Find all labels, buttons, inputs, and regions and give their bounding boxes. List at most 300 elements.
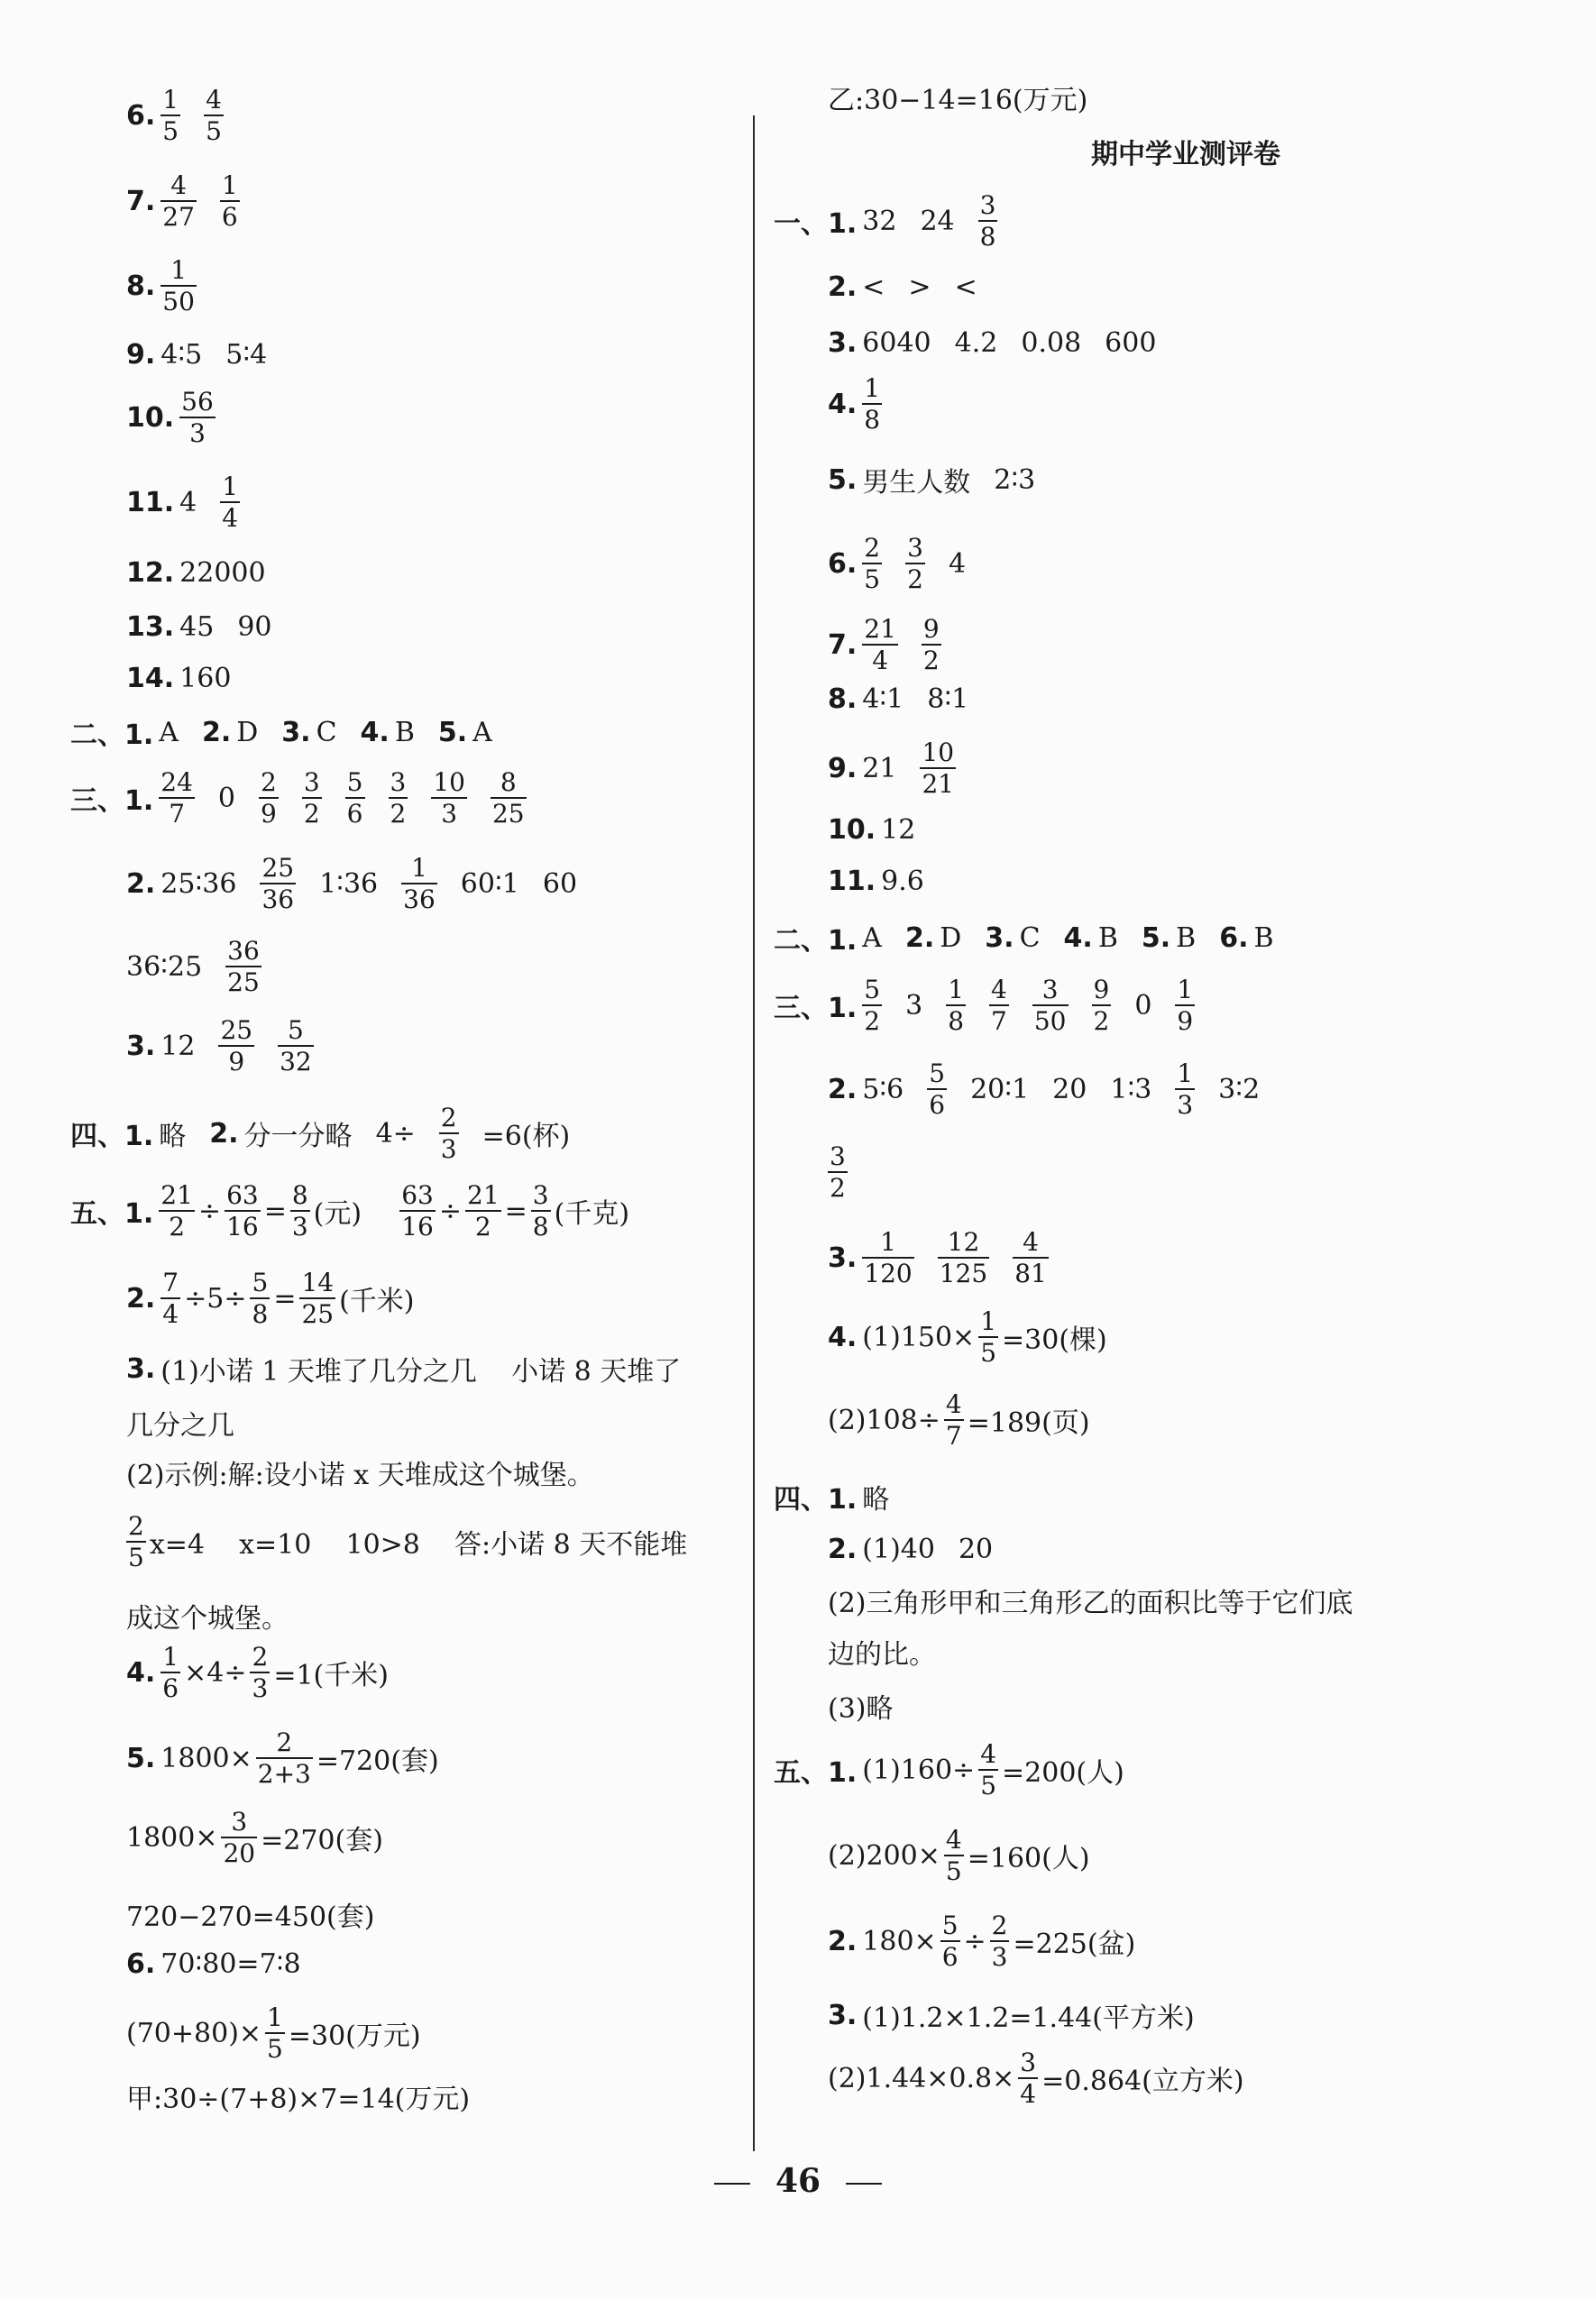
answer-text: B: [1097, 921, 1118, 954]
answer-text: 600: [1105, 326, 1157, 359]
fraction-numerator: 3: [830, 1141, 846, 1171]
fraction-denominator: 2+3: [257, 1759, 311, 1789]
fraction: [256, 1729, 313, 1788]
fraction: [159, 766, 195, 829]
answer-text: 略: [862, 1484, 890, 1516]
fraction: [250, 1641, 270, 1703]
answer-line: [126, 1722, 443, 1794]
fraction-numerator: 3: [1020, 2047, 1037, 2077]
fraction-denominator: 5: [162, 116, 179, 146]
item-number: 2.: [209, 1117, 239, 1150]
section-title-text: 期中学业测评卷: [1091, 139, 1280, 170]
fraction-denominator: 5: [980, 1338, 997, 1368]
item-number: 五、1.: [70, 1198, 154, 1230]
answer-line: [774, 902, 1274, 974]
answer-text: 22000: [179, 556, 266, 589]
fraction: [302, 766, 322, 829]
answer-text: (70+80)×: [126, 2017, 262, 2049]
fraction-numerator: 4: [945, 1388, 962, 1419]
answer-text: 0: [1134, 989, 1152, 1022]
answer-line: [828, 2042, 1248, 2114]
fraction: [1018, 2049, 1038, 2108]
answer-text: 甲:30÷(7+8)×7=14(万元): [126, 2084, 471, 2115]
fraction: [179, 386, 216, 448]
fraction-numerator: 63: [226, 1179, 259, 1210]
answer-text: 3: [905, 989, 923, 1022]
answer-text: 6040: [862, 326, 931, 359]
answer-text: 20: [958, 1533, 994, 1565]
answer-text: 2∶3: [994, 463, 1036, 496]
fraction-numerator: 8: [291, 1179, 308, 1210]
item-number: 4.: [126, 1656, 156, 1689]
fraction-denominator: 8: [252, 1299, 269, 1329]
fraction-denominator: 2: [864, 1006, 881, 1036]
answer-line: [126, 381, 216, 454]
item-number: 四、1.: [70, 1121, 154, 1152]
answer-text: =200(人): [1002, 1757, 1124, 1789]
page-number-dash-left: [714, 2183, 750, 2185]
answer-text: 25∶36: [161, 867, 237, 900]
fraction-numerator: 1: [170, 254, 188, 285]
answer-line: [828, 1384, 1094, 1456]
item-number: 2.: [828, 1073, 858, 1105]
fraction: [159, 1179, 195, 1242]
item-number: 3.: [828, 1999, 858, 2031]
answer-text: (1)1.2×1.2=1.44(平方米): [862, 2002, 1195, 2034]
fraction-denominator: 16: [401, 1212, 434, 1242]
item-number: 13.: [126, 610, 175, 643]
fraction-numerator: 1: [267, 2002, 283, 2032]
fraction: [531, 1179, 551, 1242]
answer-text: 9.6: [881, 865, 924, 897]
item-number: 7.: [828, 628, 858, 661]
fraction-denominator: 2: [830, 1173, 846, 1203]
item-number: 14.: [126, 662, 175, 694]
item-number: 7.: [126, 185, 156, 217]
fraction: [259, 766, 279, 829]
answer-line: [828, 527, 966, 600]
answer-text: x=4 x=10 10>8 答:小诺 8 天不能堆: [149, 1529, 688, 1561]
answer-text: 4.2: [954, 326, 998, 359]
answer-text: 36∶25: [126, 950, 203, 983]
fraction-denominator: 8: [979, 222, 996, 252]
fraction-numerator: 4: [1023, 1226, 1039, 1257]
answer-text: 乙:30−14=16(万元): [828, 85, 1088, 116]
fraction-numerator: 2: [440, 1102, 457, 1132]
fraction: [862, 1226, 913, 1288]
fraction-denominator: 32: [280, 1047, 312, 1077]
fraction-denominator: 120: [864, 1259, 913, 1288]
fraction: [126, 1510, 146, 1572]
fraction-numerator: 14: [301, 1267, 335, 1297]
fraction-denominator: 7: [991, 1006, 1007, 1036]
answer-text: =160(人): [967, 1843, 1090, 1874]
answer-text: >: [908, 270, 931, 303]
answer-line: [126, 1997, 425, 2069]
answer-text: 边的比。: [828, 1639, 936, 1671]
answer-text: B: [1253, 921, 1274, 954]
answer-text: 男生人数: [862, 467, 971, 499]
answer-text: 70∶80=7∶8: [161, 1947, 301, 1980]
fraction: [828, 1143, 848, 1202]
fraction-denominator: 20: [223, 1838, 256, 1868]
fraction-denominator: 50: [1033, 1006, 1067, 1036]
item-number: 3.: [126, 1030, 156, 1062]
answer-text: A: [159, 716, 179, 748]
fraction-denominator: 36: [261, 884, 295, 914]
item-number: 4.: [360, 716, 390, 748]
fraction: [989, 976, 1009, 1035]
fraction-numerator: 56: [181, 386, 214, 417]
answer-text: 1800×: [161, 1742, 252, 1774]
fraction-denominator: 4: [162, 1299, 179, 1329]
item-number: 5.: [828, 463, 858, 496]
answer-text: =270(套): [261, 1825, 383, 1856]
fraction-numerator: 21: [161, 1179, 193, 1210]
fraction: [225, 1179, 261, 1242]
fraction-denominator: 3: [991, 1942, 1008, 1972]
answer-line: [126, 848, 577, 920]
answer-text: (1)160÷: [862, 1754, 976, 1786]
fraction: [946, 976, 966, 1035]
fraction-numerator: 21: [864, 613, 896, 644]
fraction-denominator: 3: [291, 1212, 308, 1242]
answer-text: =189(页): [967, 1407, 1090, 1439]
fraction: [265, 2004, 285, 2063]
item-number: 6.: [1219, 921, 1249, 954]
fraction: [345, 766, 365, 829]
fraction-numerator: 2: [991, 1910, 1008, 1940]
answer-text: D: [236, 716, 259, 748]
answer-text: 12: [161, 1030, 196, 1062]
item-number: 9.: [828, 752, 858, 784]
fraction-denominator: 3: [440, 1134, 457, 1164]
fraction-numerator: 2: [261, 766, 277, 797]
fraction: [1092, 976, 1112, 1035]
answer-text: =30(棵): [1002, 1324, 1107, 1356]
fraction-numerator: 4: [170, 170, 188, 200]
item-number: 2.: [126, 1282, 156, 1315]
fraction-denominator: 8: [532, 1212, 549, 1242]
answer-line: [70, 1175, 633, 1247]
answer-line: [70, 762, 527, 834]
answer-text: =0.864(立方米): [1041, 2066, 1244, 2097]
answer-line: [126, 1436, 594, 1508]
answer-line: [126, 466, 240, 538]
item-number: 10.: [828, 813, 876, 846]
page-number: [0, 2162, 1596, 2200]
answer-text: 90: [237, 610, 272, 643]
fraction-numerator: 3: [303, 766, 320, 797]
answer-line: [828, 1819, 1094, 1892]
answer-line: [828, 1301, 1111, 1373]
item-number: 8.: [828, 683, 858, 715]
answer-text: (2)200×: [828, 1839, 940, 1872]
answer-line: [126, 2060, 470, 2132]
column-divider: [753, 115, 755, 2151]
fraction-numerator: 2: [864, 532, 881, 563]
fraction: [161, 84, 180, 146]
fraction-numerator: 5: [252, 1267, 269, 1297]
fraction-numerator: 1: [162, 1641, 179, 1672]
fraction: [978, 1738, 998, 1801]
answer-text: 21: [862, 752, 897, 784]
item-number: 3.: [126, 1352, 156, 1385]
fraction-denominator: 9: [261, 799, 277, 829]
answer-text: (元): [313, 1198, 397, 1230]
answer-line: [126, 1636, 392, 1709]
fraction-denominator: 125: [939, 1259, 988, 1288]
fraction-denominator: 3: [189, 418, 206, 448]
fraction-denominator: 8: [864, 405, 881, 435]
fraction-denominator: 2: [390, 799, 407, 829]
fraction-numerator: 2: [128, 1510, 144, 1541]
answer-text: (2)1.44×0.8×: [828, 2062, 1015, 2094]
fraction: [401, 852, 437, 914]
answer-text: 5∶4: [225, 338, 268, 371]
fraction-numerator: 1: [221, 170, 238, 200]
fraction-denominator: 4: [1020, 2079, 1037, 2109]
fraction-denominator: 4: [872, 646, 889, 675]
fraction-numerator: 1: [880, 1226, 896, 1257]
item-number: 10.: [126, 401, 175, 434]
answer-text: =: [504, 1195, 527, 1227]
answer-text: A: [472, 716, 492, 748]
answer-line: [828, 1670, 894, 1742]
item-number: 5.: [126, 1742, 156, 1774]
answer-text: A: [862, 921, 882, 954]
fraction-denominator: 5: [945, 1856, 962, 1886]
item-number: 3.: [985, 921, 1014, 954]
fraction-denominator: 2: [303, 799, 320, 829]
fraction: [862, 976, 882, 1035]
fraction-denominator: 3: [252, 1673, 269, 1703]
fraction-denominator: 2: [1093, 1006, 1110, 1036]
answer-text: (2)三角形甲和三角形乙的面积比等于它们底: [828, 1588, 1353, 1619]
answer-text: ×4÷: [184, 1656, 247, 1689]
fraction: [1175, 1060, 1195, 1119]
fraction: [1013, 1226, 1049, 1288]
item-number: 11.: [126, 486, 175, 518]
fraction: [990, 1912, 1010, 1971]
fraction-numerator: 4: [980, 1738, 997, 1769]
fraction: [225, 935, 261, 997]
fraction: [278, 1014, 314, 1077]
fraction-numerator: 10: [922, 737, 955, 767]
answer-line: [126, 1506, 691, 1578]
answer-line: [828, 368, 882, 440]
answer-text: (千米): [339, 1286, 415, 1317]
fraction: [260, 852, 296, 914]
fraction-denominator: 4: [222, 503, 239, 533]
answer-text: 3∶2: [1218, 1073, 1261, 1105]
fraction-numerator: 25: [220, 1014, 253, 1045]
fraction-numerator: 3: [1041, 974, 1059, 1004]
fraction-numerator: 24: [161, 766, 193, 797]
fraction-numerator: 1: [162, 84, 179, 115]
fraction-denominator: 9: [1177, 1006, 1194, 1036]
answer-text: 20∶1: [970, 1073, 1030, 1105]
answer-text: =1(千米): [273, 1660, 389, 1691]
answer-text: 4: [179, 486, 197, 518]
fraction-numerator: 1: [1177, 1058, 1194, 1088]
answer-text: ÷5÷: [184, 1282, 247, 1315]
fraction-numerator: 63: [401, 1179, 434, 1210]
item-number: 6.: [828, 547, 858, 580]
answer-text: C: [1019, 921, 1041, 954]
answer-text: 1800×: [126, 1821, 218, 1854]
answer-text: 成这个城堡。: [126, 1603, 289, 1635]
fraction-denominator: 5: [267, 2034, 283, 2064]
fraction: [978, 189, 998, 252]
fraction-denominator: 2: [907, 564, 923, 594]
item-number: 三、1.: [70, 785, 154, 817]
item-number: 2.: [126, 867, 156, 900]
answer-text: ÷: [438, 1195, 463, 1227]
fraction-numerator: 25: [261, 852, 295, 883]
answer-line: [774, 1734, 1128, 1806]
fraction: [465, 1179, 501, 1242]
item-number: 3.: [828, 1242, 858, 1274]
fraction: [938, 1226, 989, 1288]
item-number: 6.: [126, 1947, 156, 1980]
answer-text: =225(盆): [1013, 1929, 1136, 1960]
fraction-numerator: 12: [947, 1226, 980, 1257]
item-number: 4.: [828, 388, 858, 420]
fraction-numerator: 2: [276, 1727, 293, 1757]
answer-text: 720−270=450(套): [126, 1901, 375, 1933]
fraction: [220, 172, 240, 231]
answer-line: [828, 1222, 1049, 1294]
page-number-dash-right: [846, 2183, 882, 2185]
item-number: 8.: [126, 270, 156, 302]
fraction-numerator: 3: [390, 766, 407, 797]
item-number: 12.: [126, 556, 175, 589]
fraction-numerator: 9: [1093, 974, 1110, 1004]
fraction-denominator: 6: [162, 1673, 179, 1703]
fraction: [204, 84, 224, 146]
answer-text: ÷: [197, 1195, 222, 1227]
answer-text: ÷: [963, 1925, 986, 1957]
fraction: [491, 766, 527, 829]
fraction-denominator: 3: [1177, 1090, 1194, 1120]
fraction-denominator: 21: [922, 769, 955, 799]
answer-text: 几分之几: [126, 1410, 234, 1442]
fraction: [161, 254, 197, 316]
answer-line: [774, 185, 997, 257]
answer-line: [70, 696, 492, 768]
item-number: 3.: [828, 326, 858, 359]
fraction: [290, 1179, 310, 1242]
fraction-denominator: 5: [980, 1771, 997, 1801]
fraction-denominator: 27: [162, 202, 195, 232]
answer-text: <: [954, 270, 977, 303]
item-number: 5.: [437, 716, 468, 748]
answer-text: 20: [1052, 1073, 1087, 1105]
answer-text: 12: [881, 813, 916, 846]
item-number: 四、1.: [774, 1484, 858, 1516]
fraction-denominator: 2: [169, 1212, 186, 1242]
answer-line: [126, 79, 224, 151]
fraction: [221, 1806, 257, 1868]
fraction: [220, 473, 240, 532]
answer-text: D: [940, 921, 962, 954]
fraction: [431, 766, 467, 829]
fraction-denominator: 7: [169, 799, 186, 829]
item-number: 2.: [828, 1533, 858, 1565]
fraction: [389, 766, 408, 829]
answer-line: [828, 1136, 848, 1208]
fraction-numerator: 21: [467, 1179, 500, 1210]
fraction-numerator: 3: [231, 1806, 248, 1837]
answer-text: 24: [920, 205, 955, 237]
item-number: 三、1.: [774, 993, 858, 1024]
answer-text: (2)示例:解:设小诺 x 天堆成这个城堡。: [126, 1460, 594, 1491]
item-number: 5.: [1141, 921, 1171, 954]
fraction: [862, 372, 882, 435]
item-number: 4.: [1063, 921, 1093, 954]
section-title: [793, 115, 1578, 188]
fraction-denominator: 6: [929, 1090, 946, 1120]
fraction-numerator: 3: [532, 1179, 549, 1210]
fraction-numerator: 4: [206, 84, 222, 115]
item-number: 二、1.: [70, 719, 154, 751]
answer-line: [828, 1905, 1139, 1977]
item-number: 2.: [828, 270, 858, 303]
fraction-numerator: 7: [162, 1267, 179, 1297]
fraction-numerator: 5: [864, 974, 881, 1004]
item-number: 11.: [828, 865, 876, 897]
fraction-denominator: 2: [474, 1212, 491, 1242]
item-number: 二、1.: [774, 925, 858, 957]
fraction-denominator: 7: [945, 1421, 962, 1451]
answer-text: (1)40: [862, 1533, 935, 1565]
answer-text: <: [862, 270, 885, 303]
fraction: [978, 1308, 998, 1367]
answer-text: 分一分略: [243, 1121, 353, 1152]
fraction: [218, 1014, 254, 1077]
fraction-numerator: 9: [922, 613, 940, 644]
fraction: [1032, 976, 1069, 1035]
fraction-numerator: 5: [288, 1014, 304, 1045]
answer-text: 32: [862, 205, 897, 237]
fraction-numerator: 10: [433, 766, 465, 797]
answer-line: [126, 318, 267, 390]
answer-text: C: [316, 716, 337, 748]
item-number: 五、1.: [774, 1757, 858, 1789]
fraction: [161, 1269, 180, 1328]
fraction-numerator: 36: [227, 935, 260, 966]
item-number: 2.: [828, 1925, 858, 1957]
answer-line: [126, 1801, 387, 1874]
fraction-numerator: 1: [411, 852, 427, 883]
fraction: [920, 739, 956, 798]
answer-text: 0.08: [1021, 326, 1082, 359]
answer-line: [126, 1928, 301, 2000]
item-number: 一、1.: [774, 208, 858, 240]
fraction-denominator: 25: [301, 1299, 335, 1329]
fraction-denominator: 6: [941, 1942, 959, 1972]
fraction-denominator: 25: [491, 799, 525, 829]
fraction-denominator: 6: [346, 799, 363, 829]
answer-text: 60: [542, 867, 578, 900]
page-number-value: 46: [775, 2162, 821, 2200]
answer-line: [828, 663, 968, 735]
fraction: [161, 1641, 180, 1703]
item-number: 2.: [201, 716, 232, 748]
fraction-denominator: 6: [221, 202, 238, 232]
fraction-numerator: 5: [929, 1058, 946, 1088]
